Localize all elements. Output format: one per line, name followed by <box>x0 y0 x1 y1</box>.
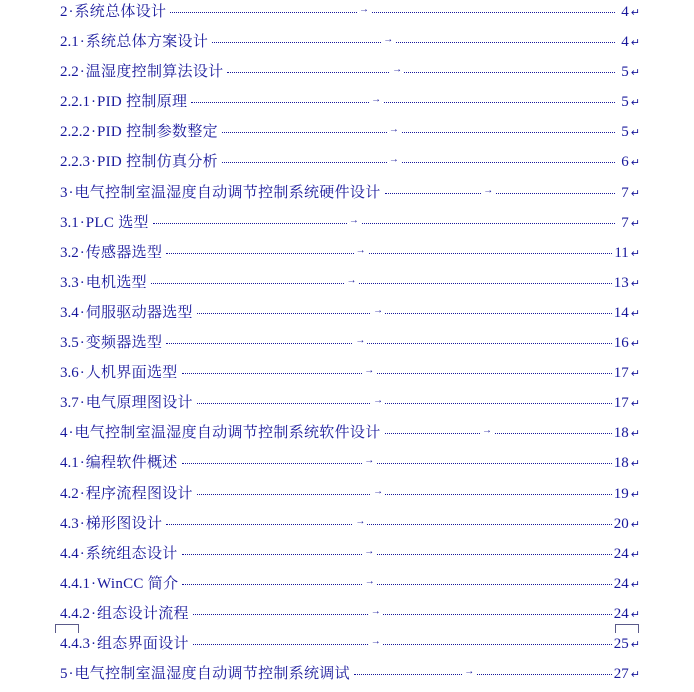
dot-leader-line <box>227 72 614 73</box>
tab-arrow-icon: → <box>364 575 375 587</box>
toc-entry-separator: · <box>79 485 85 502</box>
toc-entry-separator: · <box>79 395 85 412</box>
toc-leader-dots <box>197 484 612 498</box>
tab-arrow-icon: → <box>355 515 366 527</box>
toc-entry-page-number: 13 <box>613 274 629 291</box>
toc-entry-page-number: 4 <box>621 4 629 20</box>
paragraph-mark-icon: ↵ <box>630 397 640 411</box>
tab-arrow-icon: → <box>383 34 394 46</box>
tab-arrow-icon: → <box>373 395 384 407</box>
toc-entry-separator: · <box>79 515 85 532</box>
tab-arrow-icon: → <box>481 425 492 437</box>
dot-leader-line <box>385 433 612 434</box>
paragraph-mark-icon: ↵ <box>630 457 640 471</box>
toc-entry-title: PID 控制参数整定 <box>97 124 218 141</box>
toc-leader-dots <box>151 273 612 287</box>
dot-leader-line <box>197 494 612 495</box>
tab-arrow-icon: → <box>346 274 357 286</box>
table-of-contents <box>60 0 640 692</box>
toc-entry[interactable] <box>60 181 640 211</box>
toc-entry-number: 3.3 <box>60 274 79 291</box>
toc-entry[interactable] <box>60 542 640 572</box>
toc-entry-page-number: 7 <box>621 214 629 231</box>
toc-entry-title: PID 控制原理 <box>97 94 188 111</box>
toc-entry[interactable] <box>60 662 640 692</box>
toc-entry-separator: · <box>79 304 85 321</box>
toc-entry-title: PLC 选型 <box>85 214 149 231</box>
toc-entry[interactable] <box>60 90 640 120</box>
tab-arrow-icon: → <box>483 184 494 196</box>
toc-entry[interactable] <box>60 241 640 271</box>
toc-entry-number: 2.2.2 <box>60 124 90 141</box>
toc-entry-page-number: 18 <box>613 425 629 442</box>
dot-leader-line <box>166 343 612 344</box>
toc-entry-separator: · <box>91 124 96 141</box>
toc-entry-page-number: 16 <box>613 335 629 352</box>
tab-arrow-icon: → <box>373 304 384 316</box>
dot-leader-line <box>182 373 612 374</box>
paragraph-mark-icon: ↵ <box>630 6 640 19</box>
toc-entry-number: 3 <box>60 184 68 201</box>
toc-entry-separator: · <box>68 425 74 442</box>
paragraph-mark-icon: ↵ <box>630 577 640 591</box>
toc-entry-number: 3.5 <box>60 335 79 352</box>
dot-leader-line <box>170 12 614 13</box>
toc-entry-title: 系统总体设计 <box>74 2 167 20</box>
toc-entry-number: 4.3 <box>60 515 79 532</box>
toc-entry[interactable] <box>60 60 640 90</box>
tab-arrow-icon: → <box>355 244 366 256</box>
tab-arrow-icon: → <box>370 635 381 647</box>
toc-leader-dots <box>153 213 615 227</box>
toc-leader-dots <box>193 604 612 618</box>
toc-entry-separator: · <box>91 94 96 111</box>
dot-leader-line <box>166 524 612 525</box>
footer-mark-left <box>55 624 79 633</box>
toc-entry-number: 2.1 <box>60 34 79 51</box>
paragraph-mark-icon: ↵ <box>630 427 640 441</box>
toc-entry-title: 温湿度控制算法设计 <box>85 62 224 81</box>
toc-entry-separator: · <box>79 34 85 51</box>
toc-entry-separator: · <box>79 365 85 382</box>
tab-arrow-icon: → <box>370 605 381 617</box>
toc-leader-dots <box>227 62 614 76</box>
tab-arrow-icon: → <box>364 455 375 467</box>
dot-leader-line <box>193 614 612 615</box>
toc-entry-page-number: 27 <box>613 666 629 683</box>
toc-leader-dots <box>197 393 612 407</box>
toc-entry-separator: · <box>91 575 96 592</box>
toc-entry-title: 电气控制室温湿度自动调节控制系统硬件设计 <box>74 182 381 201</box>
toc-entry[interactable] <box>60 361 640 391</box>
toc-leader-dots <box>166 243 612 257</box>
toc-entry-separator: · <box>68 666 74 683</box>
tab-arrow-icon: → <box>388 154 399 166</box>
dot-leader-line <box>354 674 612 675</box>
toc-entry-number: 3.1 <box>60 214 79 231</box>
toc-entry-page-number: 5 <box>621 124 629 141</box>
toc-entry-number: 4 <box>60 425 68 442</box>
toc-entry-separator: · <box>91 154 96 171</box>
toc-entry-page-number: 7 <box>621 184 629 201</box>
toc-entry-number: 4.4.3 <box>60 635 90 652</box>
toc-entry-page-number: 20 <box>613 515 629 532</box>
paragraph-mark-icon: ↵ <box>630 96 640 110</box>
toc-leader-dots <box>182 363 612 377</box>
toc-leader-dots <box>197 303 612 317</box>
paragraph-mark-icon: ↵ <box>630 637 640 651</box>
toc-entry-separator: · <box>79 335 85 352</box>
tab-arrow-icon: → <box>364 545 375 557</box>
toc-entry[interactable] <box>60 30 640 60</box>
dot-leader-line <box>193 644 612 645</box>
dot-leader-line <box>197 403 612 404</box>
toc-entry-page-number: 5 <box>621 64 629 81</box>
paragraph-mark-icon: ↵ <box>630 517 640 531</box>
paragraph-mark-icon: ↵ <box>630 216 640 230</box>
dot-leader-line <box>182 584 611 585</box>
toc-entry-page-number: 25 <box>613 635 629 652</box>
toc-entry-number: 5 <box>60 666 68 683</box>
toc-entry-number: 3.6 <box>60 365 79 382</box>
toc-entry-title: 系统总体方案设计 <box>85 32 209 51</box>
toc-leader-dots <box>222 152 615 166</box>
toc-entry[interactable] <box>60 632 640 662</box>
paragraph-mark-icon: ↵ <box>630 246 640 260</box>
toc-entry-title: 伺服驱动器选型 <box>85 302 193 321</box>
toc-entry-number: 3.4 <box>60 304 79 321</box>
toc-entry-separator: · <box>79 274 85 291</box>
toc-entry-number: 4.4.2 <box>60 605 90 622</box>
toc-entry-title: 组态设计流程 <box>97 603 189 622</box>
toc-entry-title: 系统组态设计 <box>85 543 178 562</box>
toc-entry[interactable] <box>60 572 640 602</box>
toc-entry[interactable] <box>60 0 640 30</box>
paragraph-mark-icon: ↵ <box>630 547 640 561</box>
dot-leader-line <box>197 313 612 314</box>
toc-entry-page-number: 17 <box>613 365 629 382</box>
toc-entry-number: 3.7 <box>60 395 79 412</box>
toc-entry-number: 4.1 <box>60 455 79 472</box>
toc-entry-title: 组态界面设计 <box>97 633 189 652</box>
toc-entry-title: 传感器选型 <box>85 242 163 261</box>
toc-entry-page-number: 18 <box>613 455 629 472</box>
toc-entry[interactable] <box>60 271 640 301</box>
toc-entry-title: 电气控制室温湿度自动调节控制系统调试 <box>74 664 350 683</box>
toc-entry-number: 2.2 <box>60 64 79 81</box>
toc-entry-separator: · <box>79 545 85 562</box>
toc-entry-page-number: 4 <box>621 34 629 51</box>
paragraph-mark-icon: ↵ <box>630 156 640 170</box>
dot-leader-line <box>212 42 615 43</box>
toc-entry-page-number: 6 <box>621 154 629 171</box>
toc-entry-title: 电机选型 <box>85 272 147 291</box>
dot-leader-line <box>151 283 612 284</box>
toc-entry-title: 人机界面选型 <box>85 363 178 382</box>
paragraph-mark-icon: ↵ <box>630 607 640 621</box>
toc-entry-title: 变频器选型 <box>85 333 163 352</box>
paragraph-mark-icon: ↵ <box>630 306 640 320</box>
paragraph-mark-icon: ↵ <box>630 367 640 381</box>
toc-entry-title: 程序流程图设计 <box>85 483 193 502</box>
toc-leader-dots <box>222 122 615 136</box>
toc-leader-dots <box>182 453 612 467</box>
toc-leader-dots <box>166 514 612 528</box>
toc-leader-dots <box>191 92 614 106</box>
toc-entry-separator: · <box>91 635 96 652</box>
toc-entry-title: 电气控制室温湿度自动调节控制系统软件设计 <box>74 423 381 442</box>
toc-entry-page-number: 17 <box>613 395 629 412</box>
dot-leader-line <box>222 162 615 163</box>
toc-entry-separator: · <box>91 605 96 622</box>
paragraph-mark-icon: ↵ <box>630 337 640 351</box>
toc-entry-number: 4.4 <box>60 545 79 562</box>
toc-leader-dots <box>354 664 612 678</box>
toc-entry[interactable] <box>60 391 640 421</box>
toc-entry-title: 编程软件概述 <box>85 453 178 472</box>
toc-entry-page-number: 14 <box>613 304 629 321</box>
toc-leader-dots <box>212 32 615 46</box>
toc-entry-separator: · <box>68 4 74 20</box>
toc-entry-title: WinCC 简介 <box>97 575 179 592</box>
toc-entry-page-number: 19 <box>613 485 629 502</box>
toc-entry-number: 2.2.3 <box>60 154 90 171</box>
toc-leader-dots <box>182 544 612 558</box>
dot-leader-line <box>182 554 612 555</box>
toc-entry[interactable] <box>60 150 640 180</box>
toc-entry-page-number: 24 <box>613 605 629 622</box>
toc-entry-title: PID 控制仿真分析 <box>97 154 218 171</box>
toc-entry-separator: · <box>79 64 85 81</box>
tab-arrow-icon: → <box>364 365 375 377</box>
toc-entry[interactable] <box>60 211 640 241</box>
toc-entry-separator: · <box>79 244 85 261</box>
toc-entry-page-number: 11 <box>614 244 629 261</box>
toc-entry-separator: · <box>68 184 74 201</box>
paragraph-mark-icon: ↵ <box>630 186 640 200</box>
paragraph-mark-icon: ↵ <box>630 276 640 290</box>
toc-entry-page-number: 5 <box>621 94 629 111</box>
tab-arrow-icon: → <box>371 94 382 106</box>
tab-arrow-icon: → <box>373 485 384 497</box>
paragraph-mark-icon: ↵ <box>630 36 640 50</box>
toc-entry-number: 2.2.1 <box>60 94 90 111</box>
dot-leader-line <box>182 463 612 464</box>
toc-entry-page-number: 24 <box>613 575 629 592</box>
paragraph-mark-icon: ↵ <box>630 668 640 682</box>
toc-leader-dots <box>182 574 611 588</box>
toc-entry-separator: · <box>79 214 85 231</box>
toc-entry[interactable] <box>60 512 640 542</box>
tab-arrow-icon: → <box>348 214 359 226</box>
toc-entry[interactable] <box>60 451 640 481</box>
page-footer-marks <box>55 621 655 633</box>
toc-leader-dots <box>170 2 614 16</box>
paragraph-mark-icon: ↵ <box>630 126 640 140</box>
dot-leader-line <box>222 132 615 133</box>
toc-entry-number: 2 <box>60 4 68 20</box>
toc-entry-page-number: 24 <box>613 545 629 562</box>
toc-entry[interactable] <box>60 301 640 331</box>
dot-leader-line <box>153 223 615 224</box>
toc-entry-number: 4.4.1 <box>60 575 90 592</box>
toc-entry[interactable] <box>60 331 640 361</box>
paragraph-mark-icon: ↵ <box>630 487 640 501</box>
tab-arrow-icon: → <box>355 335 366 347</box>
dot-leader-line <box>166 253 612 254</box>
toc-leader-dots <box>385 423 612 437</box>
toc-entry-separator: · <box>79 455 85 472</box>
tab-arrow-icon: → <box>358 4 369 15</box>
toc-entry-title: 电气原理图设计 <box>85 393 193 412</box>
toc-entry[interactable] <box>60 482 640 512</box>
toc-leader-dots <box>193 634 612 648</box>
dot-leader-line <box>385 193 615 194</box>
footer-mark-right <box>615 624 639 633</box>
toc-leader-dots <box>166 333 612 347</box>
paragraph-mark-icon: ↵ <box>630 66 640 80</box>
toc-entry-number: 4.2 <box>60 485 79 502</box>
tab-arrow-icon: → <box>464 666 475 678</box>
toc-entry[interactable] <box>60 421 640 451</box>
toc-entry[interactable] <box>60 120 640 150</box>
dot-leader-line <box>191 102 614 103</box>
toc-entry-title: 梯形图设计 <box>85 513 163 532</box>
tab-arrow-icon: → <box>392 64 403 76</box>
tab-arrow-icon: → <box>388 124 399 136</box>
toc-leader-dots <box>385 183 615 197</box>
toc-entry-number: 3.2 <box>60 244 79 261</box>
